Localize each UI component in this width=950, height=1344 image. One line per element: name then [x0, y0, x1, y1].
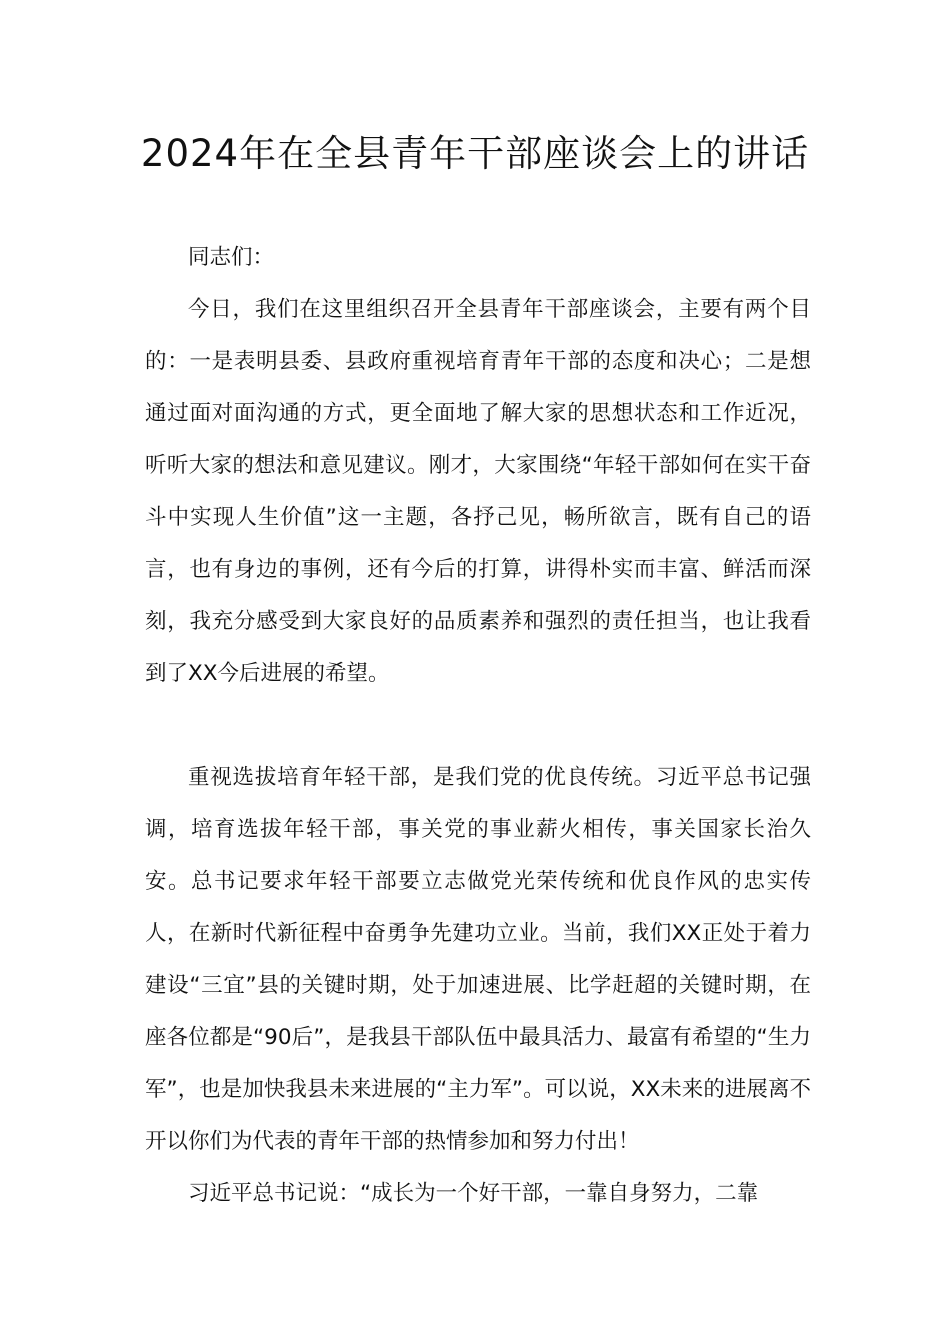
document-body: [145, 232, 811, 1220]
salutation: 同志们：: [188, 245, 275, 270]
document-title: 2024年在全县青年干部座谈会上的讲话: [140, 132, 810, 175]
paragraph-3: 习近平总书记说：“成长为一个好干部，一靠自身努力，二靠: [188, 1181, 759, 1206]
paragraph-2: 重视选拔培育年轻干部，是我们党的优良传统。习近平总书记强调，培育选拔年轻干部，事关党的事业薪火相传，事关国家长治久安。总书记要求年轻干部要立志做党光荣传统和优良作风的忠实传人，在新时代新征程中奋勇争先建功立业。当前，我们XX正处于着力建设“三宜”县的关键时期，处于加速进展、比学赶超的关键时期，在座各位都是“90后”，是我县干部队伍中最具活力、最富有希望的“生力军”，也是加快我县未来进展的“主力军”。可以说，XX未来的进展离不开以你们为代表的青年干部的热情参加和努力付出！: [145, 765, 811, 1154]
paragraph-1: 今日，我们在这里组织召开全县青年干部座谈会，主要有两个目的：一是表明县委、县政府重视培育青年干部的态度和决心；二是想通过面对面沟通的方式，更全面地了解大家的思想状态和工作近况，听听大家的想法和意见建议。刚才，大家围绕“年轻干部如何在实干奋斗中实现人生价值”这一主题，各抒己见，畅所欲言，既有自己的语言，也有身边的事例，还有今后的打算，讲得朴实而丰富、鲜活而深刻，我充分感受到大家良好的品质素养和强烈的责任担当，也让我看到了XX今后进展的希望。: [145, 297, 811, 686]
